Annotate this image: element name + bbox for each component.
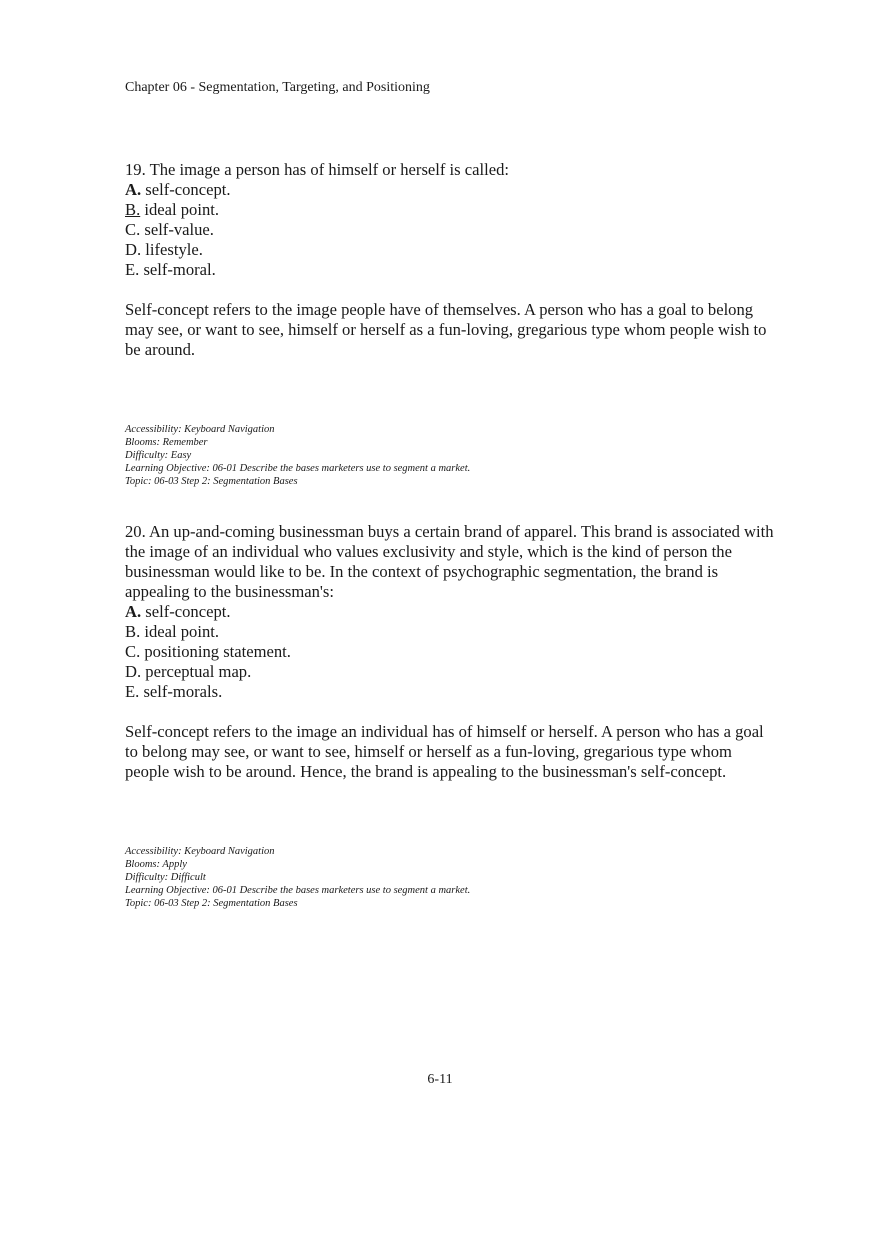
choice-c (125, 220, 775, 240)
choice-text: self-concept. (141, 602, 231, 621)
answer-explanation: Self-concept refers to the image an individual has of himself or herself. A person who has a goal to belong may see, or want to see, himself or herself as a fun-loving, gregarious type whom people wish to be around. Hence, the brand is appealing to the businessman's self-concept. (125, 722, 764, 781)
choice-b (125, 622, 775, 642)
meta-topic: Topic: 06-03 Step 2: Segmentation Bases (125, 476, 298, 487)
choice-a (125, 180, 775, 200)
meta-topic: Topic: 06-03 Step 2: Segmentation Bases (125, 898, 298, 909)
choice-letter: C. (125, 642, 141, 661)
choice-a (125, 602, 775, 622)
question-19 (125, 160, 775, 488)
choice-text: positioning statement. (140, 642, 291, 661)
choice-text: self-morals. (139, 682, 223, 701)
answer-explanation: Self-concept refers to the image people have of themselves. A person who has a goal to belong may see, or want to see, himself or herself as a fun-loving, gregarious type whom people wish to be around. (125, 300, 767, 359)
choice-letter: D. (125, 240, 142, 259)
page-number: 6-11 (427, 1072, 453, 1087)
question-metadata (125, 845, 775, 910)
meta-blooms: Blooms: Remember (125, 437, 208, 448)
choice-letter: B. (125, 622, 141, 641)
meta-learning-objective: Learning Objective: 06-01 Describe the bases marketers use to segment a market. (125, 463, 471, 474)
choice-text: ideal point. (140, 200, 220, 219)
choice-d (125, 240, 775, 260)
choice-letter: B. (125, 200, 141, 219)
choice-text: perceptual map. (141, 662, 252, 681)
choice-text: lifestyle. (141, 240, 203, 259)
choice-letter: A. (125, 602, 142, 621)
question-metadata (125, 423, 775, 488)
choice-text: self-moral. (139, 260, 216, 279)
meta-learning-objective: Learning Objective: 06-01 Describe the bases marketers use to segment a market. (125, 885, 471, 896)
choice-text: ideal point. (140, 622, 220, 641)
question-stem: 20. An up-and-coming businessman buys a certain brand of apparel. This brand is associated with the image of an individual who values exclusivity and style, which is the kind of person the businessman would like to be. In the context of psychographic segmentation, the brand is appealing to the businessman's: (125, 522, 774, 601)
meta-difficulty: Difficulty: Difficult (125, 872, 206, 883)
choice-letter: D. (125, 662, 142, 681)
question-stem: 19. The image a person has of himself or herself is called: (125, 160, 509, 179)
choice-letter: E. (125, 682, 140, 701)
question-20 (125, 522, 775, 910)
choice-text: self-concept. (141, 180, 231, 199)
meta-accessibility: Accessibility: Keyboard Navigation (125, 846, 275, 857)
choice-letter: C. (125, 220, 141, 239)
meta-blooms: Blooms: Apply (125, 859, 187, 870)
choice-e (125, 260, 775, 280)
choice-d (125, 662, 775, 682)
meta-difficulty: Difficulty: Easy (125, 450, 192, 461)
choice-text: self-value. (140, 220, 214, 239)
page-header: Chapter 06 - Segmentation, Targeting, and Positioning (125, 80, 430, 95)
choice-e (125, 682, 775, 702)
choice-c (125, 642, 775, 662)
meta-accessibility: Accessibility: Keyboard Navigation (125, 424, 275, 435)
choice-b (125, 200, 775, 220)
choice-letter: A. (125, 180, 142, 199)
choice-letter: E. (125, 260, 140, 279)
